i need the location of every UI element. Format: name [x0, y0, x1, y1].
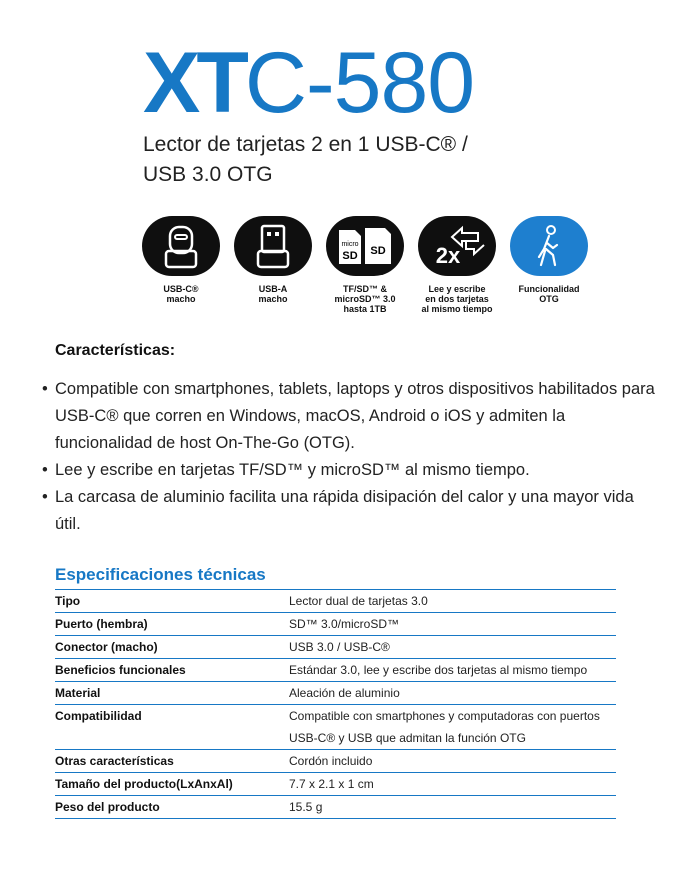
sd-icon-micro-text: micro [341, 241, 359, 248]
table-row [55, 750, 616, 773]
icon-label-sd: TF/SD™ & microSD™ 3.0 hasta 1TB [334, 284, 396, 314]
table-row [55, 773, 616, 796]
product-subtitle [143, 130, 468, 190]
sd-icon-left-text: SD [342, 250, 358, 262]
table-row [55, 613, 616, 636]
spec-key: Compatibilidad [55, 709, 142, 723]
specs-table [55, 589, 616, 819]
spec-value: SD™ 3.0/microSD™ [289, 617, 400, 631]
spec-key: Peso del producto [55, 800, 160, 814]
model-suffix: C-580 [244, 35, 475, 131]
feature-icons-row [136, 216, 596, 326]
table-row [55, 636, 616, 659]
spec-key: Conector (macho) [55, 640, 158, 654]
features-list [42, 376, 662, 538]
table-row [55, 590, 616, 613]
dual-icon-text: 2x [435, 243, 461, 268]
spec-value: USB 3.0 / USB-C® [289, 640, 390, 654]
icon-label-otg: Funcionalidad OTG [518, 284, 580, 304]
spec-value: 15.5 g [289, 800, 323, 814]
subtitle-line-1: Lector de tarjetas 2 en 1 USB-C® / [143, 133, 468, 156]
feature-item: • Lee y escribe en tarjetas TF/SD™ y microSD™ al mismo tiempo. [42, 457, 662, 484]
feature-item: • Compatible con smartphones, tablets, laptops y otros dispositivos habilitados para USB-C® que corren en Windows, macOS, Android o iOS y admiten la funcionalidad de host On-The-Go (OTG). [42, 376, 662, 457]
spec-value: 7.7 x 2.1 x 1 cm [289, 777, 374, 791]
model-prefix: XT [143, 35, 245, 131]
spec-value: Aleación de aluminio [289, 686, 400, 700]
spec-key: Material [55, 686, 101, 700]
spec-value: Lector dual de tarjetas 3.0 [289, 594, 428, 608]
sd-cards-icon [326, 216, 404, 276]
sd-icon-right-text: SD [370, 245, 386, 257]
table-row [55, 705, 616, 750]
spec-value: Compatible con smartphones y computadoras con puertos USB-C® y USB que admitan la función OTG [289, 709, 600, 745]
spec-value: Cordón incluido [289, 754, 373, 768]
spec-key: Tamaño del producto(LxAnxAl) [55, 777, 233, 791]
features-heading: Características: [55, 342, 176, 359]
icon-label-usb-c: USB-C® macho [163, 284, 199, 304]
dual-read-write-icon [418, 216, 496, 276]
specs-heading: Especificaciones técnicas [55, 565, 266, 584]
table-row [55, 659, 616, 682]
feature-item: • La carcasa de aluminio facilita una rápida disipación del calor y una mayor vida útil. [42, 484, 662, 538]
spec-key: Puerto (hembra) [55, 617, 148, 631]
product-model-title [143, 35, 475, 131]
otg-walker-icon [510, 216, 588, 276]
spec-key: Beneficios funcionales [55, 663, 186, 677]
spec-key: Otras características [55, 754, 174, 768]
usb-c-connector-icon [142, 216, 220, 276]
icon-item-2x [412, 216, 502, 314]
icon-item-otg [504, 216, 594, 304]
table-row [55, 682, 616, 705]
icon-item-usb-c [136, 216, 226, 304]
spec-key: Tipo [55, 594, 81, 608]
icon-item-usb-a [228, 216, 318, 304]
table-row [55, 796, 616, 819]
spec-value: Estándar 3.0, lee y escribe dos tarjetas al mismo tiempo [289, 663, 588, 677]
icon-item-sd [320, 216, 410, 314]
usb-a-connector-icon [234, 216, 312, 276]
icon-label-usb-a: USB-A macho [258, 284, 288, 304]
icon-label-2x: Lee y escribe en dos tarjetas al mismo tiempo [421, 284, 493, 314]
subtitle-line-2: USB 3.0 OTG [143, 163, 273, 186]
